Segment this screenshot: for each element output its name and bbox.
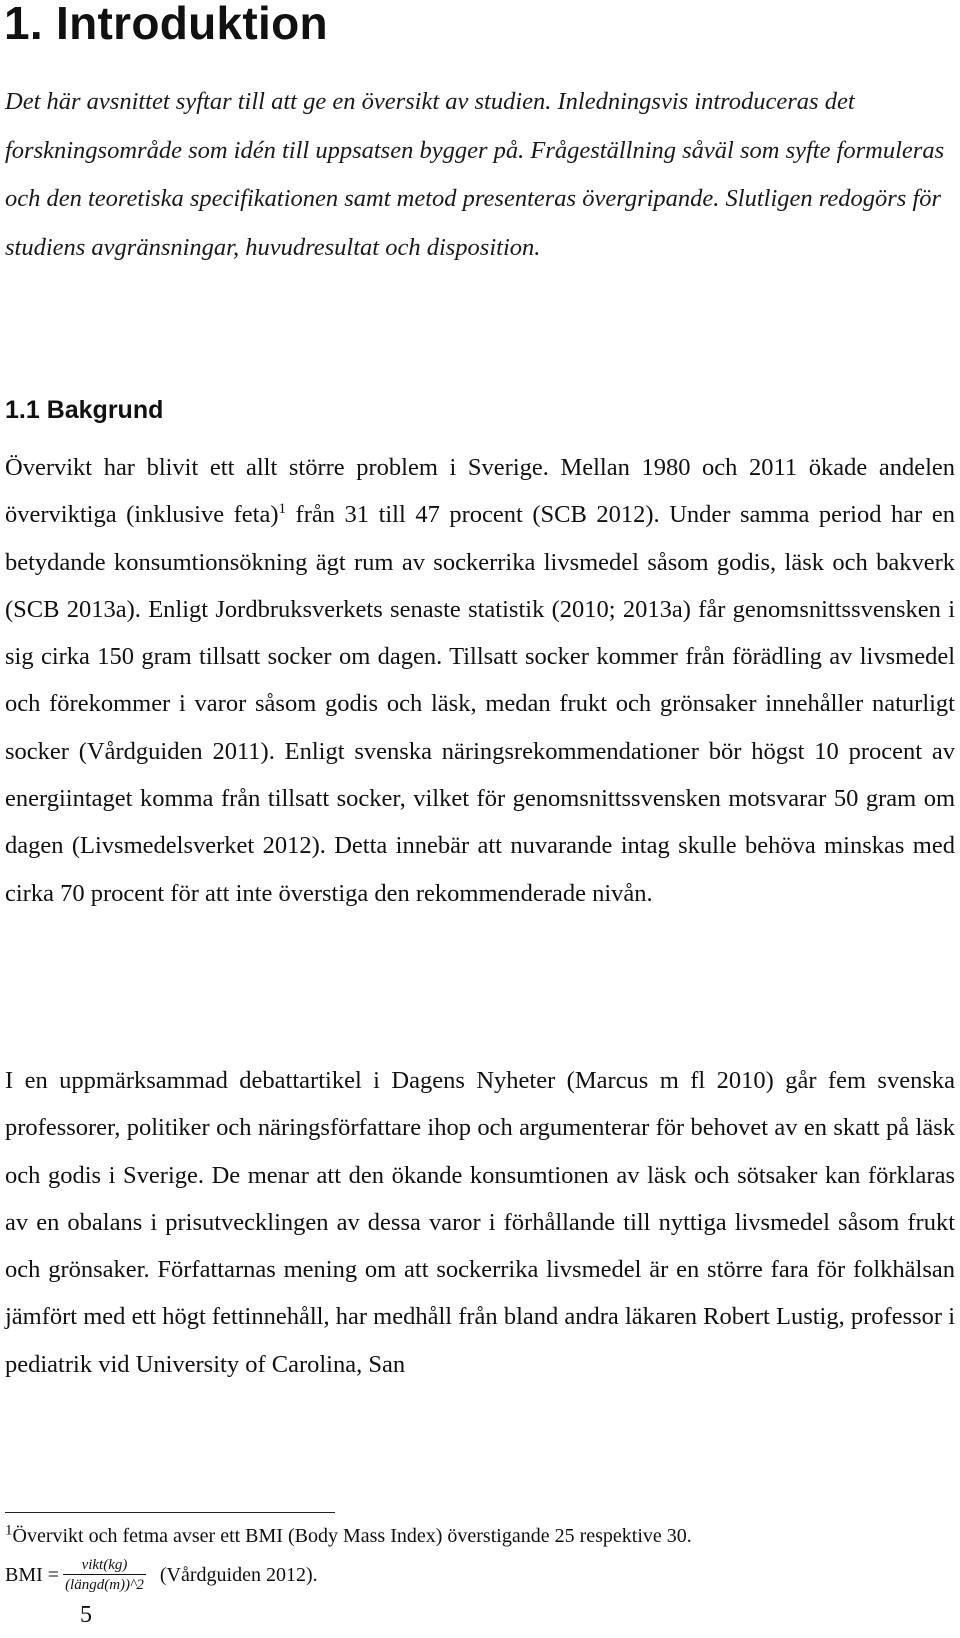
section-heading: 1.1 Bakgrund bbox=[5, 396, 164, 424]
chapter-heading: 1. Introduktion bbox=[4, 0, 328, 49]
footnote-text: Övervikt och fetma avser ett BMI (Body Mass Index) överstigande 25 respektive 30. bbox=[12, 1525, 692, 1547]
bmi-label: BMI = bbox=[5, 1563, 60, 1586]
footnote-marker: 1 bbox=[5, 1522, 13, 1539]
background-paragraph-1 bbox=[5, 444, 955, 917]
bmi-formula bbox=[5, 1552, 318, 1598]
fraction-numerator: vikt(kg) bbox=[81, 1556, 128, 1573]
fraction-denominator: (längd(m))^2 bbox=[65, 1576, 144, 1593]
background-paragraph-2: I en uppmärksammad debattartikel i Dagens Nyheter (Marcus m fl 2010) går fem svenska professorer, politiker och näringsförfattare ihop och argumenterar för behovet av en skatt på läsk och godis i Sverige. De menar att den ökande konsumtionen av läsk och sötsaker kan förklaras av en obalans i prisutvecklingen av dessa varor i förhållande till nyttiga livsmedel såsom frukt och grönsaker. Författarnas mening om att sockerrika livsmedel är en större fara för folkhälsan jämfört med ett högt fettinnehåll, har medhåll från bland andra läkaren Robert Lustig, professor i pediatrik vid University of Carolina, San bbox=[5, 1067, 955, 1378]
bmi-fraction bbox=[63, 1556, 146, 1595]
paragraph-text: från 31 till 47 procent (SCB 2012). Under samma period har en betydande konsumtionsökning ägt rum av sockerrika livsmedel såsom godis, läsk och bakverk (SCB 2013a). Enligt Jordbruksverkets senaste statistik (2010; 2013a) får genomsnittssvensken i sig cirka 150 gram tillsatt socker om dagen. Tillsatt socker kommer från förädling av livsmedel och förekommer i varor såsom godis och läsk, medan frukt och grönsaker innehåller naturligt socker (Vårdguiden 2011). Enligt svenska näringsrekommendationer bör högst 10 procent av energiintaget komma från tillsatt socker, vilket för genomsnittssvensken motsvarar 50 gram om dagen (Livsmedelsverket 2012). Detta innebär att nuvarande intag skulle behöva minskas med cirka 70 procent för att inte överstiga den rekommenderade nivån. bbox=[5, 501, 955, 907]
footnote-divider bbox=[5, 1512, 335, 1513]
page-number: 5 bbox=[80, 1602, 92, 1628]
footnote-reference: 1 bbox=[278, 501, 287, 518]
footnote bbox=[5, 1523, 692, 1549]
paragraph-text: Övervikt har blivit ett allt större problem i Sverige. Mellan 1980 och 2011 ökade andelen överviktiga (inklusive feta) bbox=[5, 454, 955, 529]
intro-paragraph: Det här avsnittet syftar till att ge en översikt av studien. Inledningsvis introduceras det forskningsområde som idén till uppsatsen bygger på. Frågeställning såväl som syfte formuleras och den teoretiska specifikationen samt metod presenteras övergripande. Slutligen redogörs för studiens avgränsningar, huvudresultat och disposition. bbox=[5, 88, 945, 261]
bmi-citation: (Vårdguiden 2012). bbox=[159, 1563, 318, 1586]
